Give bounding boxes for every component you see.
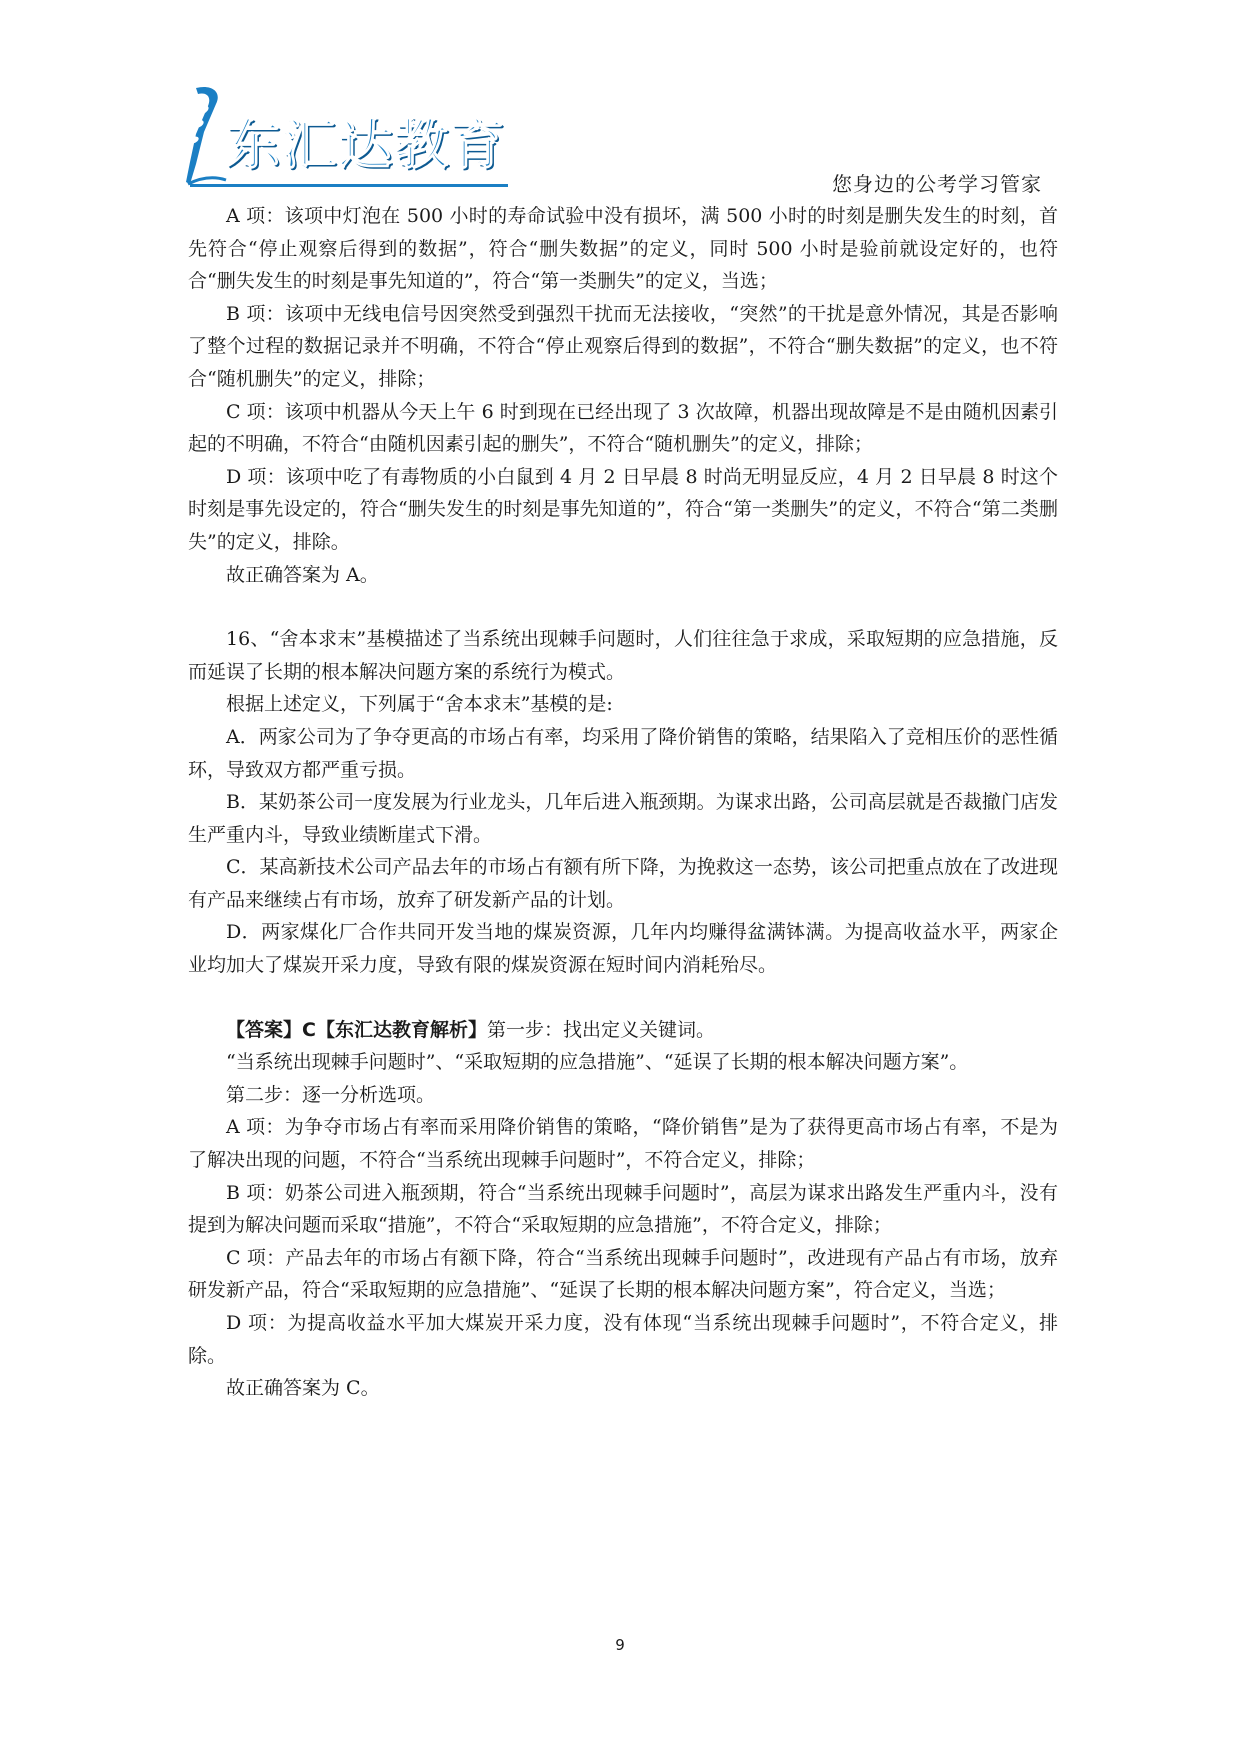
spacer — [188, 591, 1058, 623]
logo — [182, 84, 512, 194]
answer-step2: 第二步：逐一分析选项。 — [226, 1083, 436, 1106]
answer-keywords: “当系统出现棘手问题时”、“采取短期的应急措施”、“延误了长期的根本解决问题方案”。 — [226, 1051, 969, 1074]
option-b: B．某奶茶公司一度发展为行业龙头，几年后进入瓶颈期。为谋求出路，公司高层就是否裁撤门店发生严重内斗，导致业绩断崖式下滑。 — [188, 791, 1058, 846]
logo-text: 东汇达教育 — [226, 113, 506, 176]
page-header — [0, 0, 1240, 200]
header-tagline: 您身边的公考学习管家 — [832, 172, 1042, 196]
question-stem: 16、“舍本求末”基模描述了当系统出现棘手问题时，人们往往急于求成，采取短期的应急措施，反而延误了长期的根本解决问题方案的系统行为模式。 — [188, 628, 1058, 683]
analysis-c: C 项：产品去年的市场占有额下降，符合“当系统出现棘手问题时”，改进现有产品占有市场，放弃研发新产品，符合“采取短期的应急措施”、“延误了长期的根本解决问题方案”，符合定义，当选； — [188, 1246, 1058, 1302]
analysis-b: B 项：奶茶公司进入瓶颈期，符合“当系统出现棘手问题时”，高层为谋求出路发生严重内斗，没有提到为解决问题而采取“措施”，不符合“采取短期的应急措施”，不符合定义，排除； — [188, 1181, 1058, 1237]
paragraph: 故正确答案为 A。 — [226, 563, 379, 586]
analysis-d: D 项：为提高收益水平加大煤炭开采力度，没有体现“当系统出现棘手问题时”，不符合定义，排除。 — [188, 1312, 1058, 1367]
paragraph: C 项：该项中机器从今天上午 6 时到现在已经出现了 3 次故障，机器出现故障是不是由随机因素引起的不明确，不符合“由随机因素引起的删失”，不符合“随机删失”的定义，排除； — [188, 400, 1058, 456]
answer-line — [188, 1014, 1058, 1047]
option-a: A．两家公司为了争夺更高的市场占有率，均采用了降价销售的策略，结果陷入了竞相压价的恶性循环，导致双方都严重亏损。 — [188, 725, 1058, 781]
answer-conclusion: 故正确答案为 C。 — [226, 1377, 380, 1400]
analysis-a: A 项：为争夺市场占有率而采用降价销售的策略，“降价销售”是为了获得更高市场占有率，不是为了解决出现的问题，不符合“当系统出现棘手问题时”，不符合定义，排除； — [188, 1116, 1058, 1172]
answer-label: 【答案】C【东汇达教育解析】 — [226, 1018, 487, 1041]
option-c: C．某高新技术公司产品去年的市场占有额有所下降，为挽救这一态势，该公司把重点放在了改进现有产品来继续占有市场，放弃了研发新产品的计划。 — [188, 856, 1058, 911]
answer-step1: 第一步：找出定义关键词。 — [486, 1018, 715, 1041]
header-rule — [190, 184, 508, 187]
logo-pen-icon — [182, 84, 230, 188]
page-content — [188, 200, 1058, 1405]
paragraph: B 项：该项中无线电信号因突然受到强烈干扰而无法接收，“突然”的干扰是意外情况，其是否影响了整个过程的数据记录并不明确，不符合“停止观察后得到的数据”，不符合“删失数据”的定义，也不符合“随机删失”的定义，排除； — [188, 302, 1058, 390]
spacer — [188, 982, 1058, 1014]
paragraph: D 项：该项中吃了有毒物质的小白鼠到 4 月 2 日早晨 8 时尚无明显反应，4 月 2 日早晨 8 时这个时刻是事先设定的，符合“删失发生的时刻是事先知道的”，符合“第一类删失”的定义，不符合“第二类删失”的定义，排除。 — [188, 465, 1058, 553]
page-number: 9 — [615, 1636, 625, 1654]
paragraph: A 项：该项中灯泡在 500 小时的寿命试验中没有损坏，满 500 小时的时刻是删失发生的时刻，首先符合“停止观察后得到的数据”，符合“删失数据”的定义，同时 500 小时是验前就设定好的，也符合“删失发生的时刻是事先知道的”，符合“第一类删失”的定义，当选； — [188, 205, 1058, 293]
question-prompt: 根据上述定义，下列属于“舍本求末”基模的是: — [226, 693, 613, 716]
option-d: D．两家煤化厂合作共同开发当地的煤炭资源，几年内均赚得盆满钵满。为提高收益水平，两家企业均加大了煤炭开采力度，导致有限的煤炭资源在短时间内消耗殆尽。 — [188, 921, 1058, 977]
